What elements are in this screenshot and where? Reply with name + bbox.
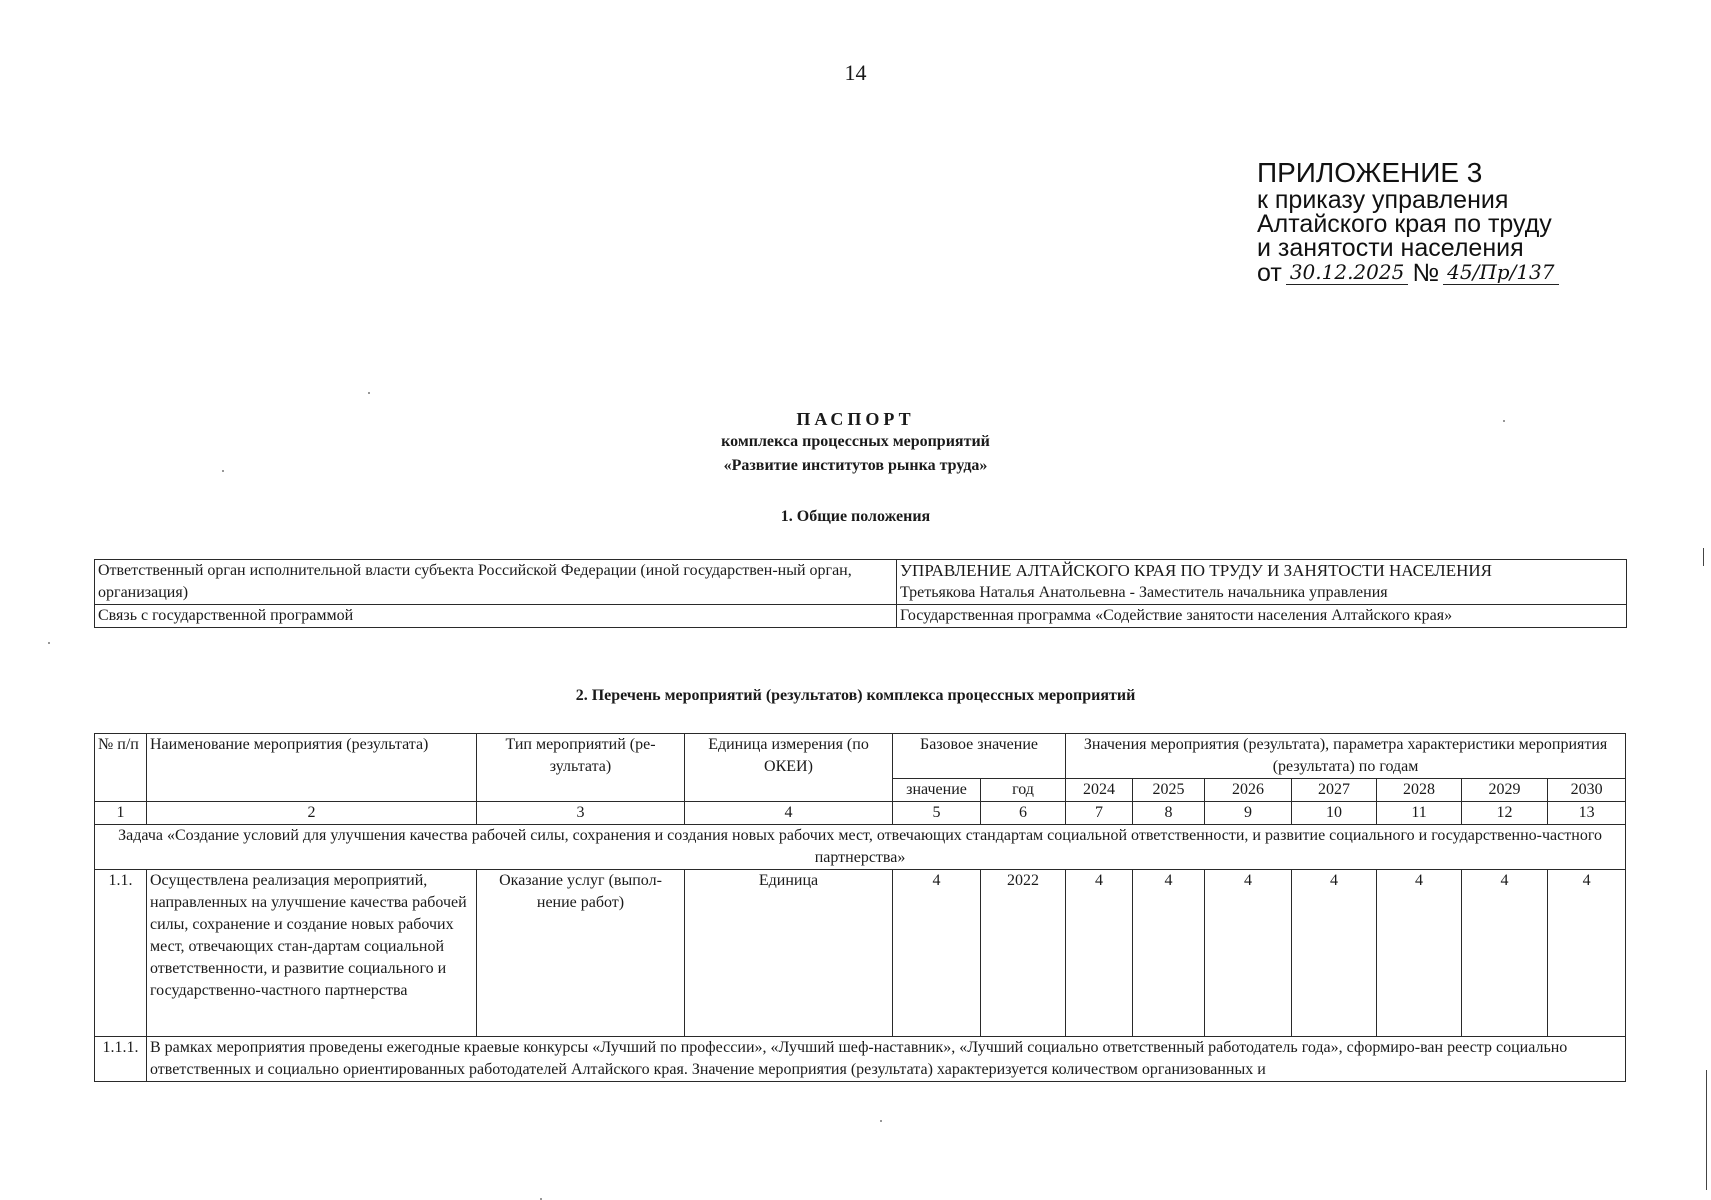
header-year: 2029 bbox=[1462, 779, 1548, 802]
column-number: 11 bbox=[1377, 802, 1462, 825]
column-number: 13 bbox=[1548, 802, 1626, 825]
header-base-value: значение bbox=[893, 779, 981, 802]
item-type: Оказание услуг (выпол-нение работ) bbox=[477, 870, 685, 1037]
scan-speck bbox=[368, 392, 370, 394]
column-number: 12 bbox=[1462, 802, 1548, 825]
column-number: 5 bbox=[893, 802, 981, 825]
item-value: 4 bbox=[1548, 870, 1626, 1037]
item-value: 4 bbox=[1205, 870, 1292, 1037]
document-title bbox=[0, 408, 1711, 478]
passport-subtitle-2: «Развитие институтов рынка труда» bbox=[723, 457, 988, 474]
column-number-row bbox=[95, 802, 1626, 825]
header-year: 2024 bbox=[1066, 779, 1133, 802]
header-year: 2027 bbox=[1292, 779, 1377, 802]
appendix-line-2: Алтайского края по труду bbox=[1257, 210, 1552, 238]
general-label-cell: Ответственный орган исполнительной власти субъекта Российской Федерации (иной государствен-ный орган, организация) bbox=[95, 560, 897, 605]
appendix-block bbox=[1257, 158, 1637, 285]
passport-heading: ПАСПОРТ bbox=[796, 409, 915, 429]
header-name: Наименование мероприятия (результата) bbox=[147, 734, 477, 802]
table-row bbox=[95, 560, 1627, 605]
section-1-heading: 1. Общие положения bbox=[780, 508, 931, 525]
item-value: 4 bbox=[1066, 870, 1133, 1037]
header-base: Базовое значение bbox=[893, 734, 1066, 779]
header-year: 2028 bbox=[1377, 779, 1462, 802]
item-value: 4 bbox=[1462, 870, 1548, 1037]
header-values: Значения мероприятия (результата), параметра характеристики мероприятия (результата) по годам bbox=[1066, 734, 1626, 779]
header-row bbox=[95, 734, 1626, 779]
table-row bbox=[95, 605, 1627, 628]
task-cell: Задача «Создание условий для улучшения качества рабочей силы, сохранения и создания новых рабочих мест, отвечающих стандартам социальной ответственности, и развитие социального и государственно-частного партнерства» bbox=[95, 825, 1626, 870]
general-value-cell: Государственная программа «Содействие занятости населения Алтайского края» bbox=[897, 605, 1627, 628]
column-number: 6 bbox=[981, 802, 1066, 825]
subitem-num: 1.1.1. bbox=[95, 1037, 147, 1082]
scan-margin-mark bbox=[1706, 1070, 1707, 1190]
section-2-heading: 2. Перечень мероприятий (результатов) комплекса процессных мероприятий bbox=[575, 687, 1136, 704]
scan-speck bbox=[222, 470, 224, 472]
header-year: 2030 bbox=[1548, 779, 1626, 802]
order-date: 30.12.2025 bbox=[1286, 260, 1409, 285]
number-prefix: № bbox=[1412, 259, 1440, 287]
passport-subtitle-1: комплекса процессных мероприятий bbox=[721, 433, 990, 450]
column-number: 2 bbox=[147, 802, 477, 825]
item-base-value: 4 bbox=[893, 870, 981, 1037]
general-value-cell bbox=[897, 560, 1627, 605]
appendix-title: ПРИЛОЖЕНИЕ 3 bbox=[1257, 157, 1483, 188]
scan-speck bbox=[48, 642, 50, 644]
column-number: 9 bbox=[1205, 802, 1292, 825]
item-value: 4 bbox=[1133, 870, 1205, 1037]
scan-speck bbox=[1503, 420, 1505, 422]
table-row bbox=[95, 1037, 1626, 1082]
header-type: Тип мероприятий (ре-зультата) bbox=[477, 734, 685, 802]
item-unit: Единица bbox=[685, 870, 893, 1037]
page-number: 14 bbox=[844, 60, 867, 85]
scan-speck bbox=[880, 1120, 882, 1122]
general-provisions-table bbox=[94, 559, 1627, 628]
appendix-line-1: к приказу управления bbox=[1257, 186, 1509, 214]
order-date-number bbox=[1257, 260, 1637, 285]
item-num: 1.1. bbox=[95, 870, 147, 1037]
header-unit: Единица измерения (по ОКЕИ) bbox=[685, 734, 893, 802]
header-num: № п/п bbox=[95, 734, 147, 802]
header-base-year: год bbox=[981, 779, 1066, 802]
responsible-person: Третьякова Наталья Анатольевна - Заместитель начальника управления bbox=[900, 584, 1388, 601]
column-number: 1 bbox=[95, 802, 147, 825]
general-label-cell: Связь с государственной программой bbox=[95, 605, 897, 628]
order-number: 45/Пр/137 bbox=[1443, 260, 1558, 285]
column-number: 3 bbox=[477, 802, 685, 825]
appendix-line-3: и занятости населения bbox=[1257, 234, 1524, 262]
activities-table bbox=[94, 733, 1626, 1082]
date-prefix: от bbox=[1257, 259, 1282, 287]
column-number: 10 bbox=[1292, 802, 1377, 825]
item-value: 4 bbox=[1377, 870, 1462, 1037]
column-number: 7 bbox=[1066, 802, 1133, 825]
responsible-body: УПРАВЛЕНИЕ АЛТАЙСКОГО КРАЯ ПО ТРУДУ И ЗАНЯТОСТИ НАСЕЛЕНИЯ bbox=[900, 561, 1492, 580]
subitem-text: В рамках мероприятия проведены ежегодные краевые конкурсы «Лучший по профессии», «Лучший шеф-наставник», «Лучший социально ответственный работодатель года», сформиро-ван реестр социально ответственных и социально ориентированных работодателей Алтайского края. Значение мероприятия (результата) характеризуется количеством организованных и bbox=[147, 1037, 1626, 1082]
table-row bbox=[95, 870, 1626, 1037]
column-number: 4 bbox=[685, 802, 893, 825]
column-number: 8 bbox=[1133, 802, 1205, 825]
item-value: 4 bbox=[1292, 870, 1377, 1037]
scan-margin-mark bbox=[1703, 548, 1704, 566]
item-base-year: 2022 bbox=[981, 870, 1066, 1037]
header-year: 2026 bbox=[1205, 779, 1292, 802]
task-row bbox=[95, 825, 1626, 870]
header-year: 2025 bbox=[1133, 779, 1205, 802]
item-name: Осуществлена реализация мероприятий, направленных на улучшение качества рабочей силы, сохранение и создание новых рабочих мест, отвечающих стан-дартам социальной ответственности, и развитие социального и государственно-частного партнерства bbox=[147, 870, 477, 1037]
